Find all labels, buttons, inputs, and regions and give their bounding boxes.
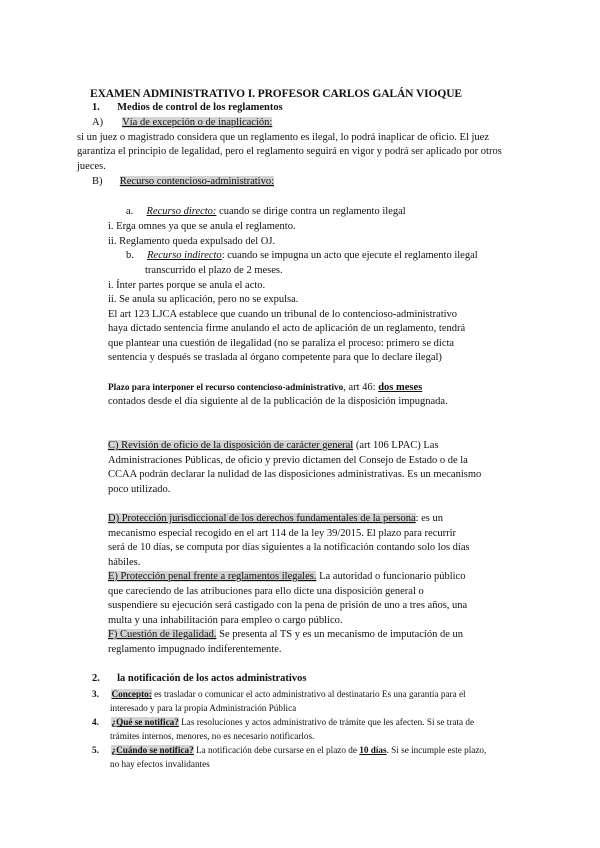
subsection-e-line-3: suspendiere su ejecución será castigado con la pena de prisión de uno a tres años, una — [108, 600, 468, 611]
recurso-directo-text: cuando se dirige contra un reglamento ilegal — [216, 206, 406, 217]
point-4-number: 4. — [92, 717, 99, 727]
point-3-line-2: interesado y para la propia Administración Pública — [110, 703, 297, 713]
subsection-b-letter: B) — [92, 176, 103, 187]
section-1-heading — [92, 101, 283, 115]
subsection-c-line-2: Administraciones Públicas, de oficio y previo dictamen del Consejo de Estado o de la — [108, 455, 468, 466]
recurso-indirecto-text-2: transcurrido el plazo de 2 meses. — [145, 265, 283, 276]
section-1-title: Medios de control de los reglamentos — [117, 102, 283, 113]
plazo-line-2: contados desde el día siguiente al de la publicación de la disposición impugnada. — [108, 396, 448, 407]
point-5-line-1 — [92, 743, 486, 757]
art-123-line-4: sentencia y después se traslada al órgano competente para que lo declare ilegal) — [108, 352, 442, 363]
recurso-indirecto-label: Recurso indirecto — [147, 250, 222, 261]
item-a-marker: a. — [126, 206, 134, 217]
point-3-text: es trasladar o comunicar el acto administrativo al destinatario Es una garantía para el — [151, 689, 466, 699]
subsection-e-label: E) Protección penal frente a reglamentos ilegales. — [108, 571, 317, 582]
point-5-text-end: . Si se incumple este plazo, — [386, 745, 487, 755]
subsection-b-heading — [92, 175, 274, 189]
plazo-term: dos meses — [378, 382, 423, 393]
plazo-article: , art 46: — [343, 382, 379, 393]
art-123-line-3: que plantear una cuestión de ilegalidad (no se paraliza el proceso: primero se dicta — [108, 338, 455, 349]
subsection-c-label: C) Revisión de oficio de la disposición de carácter general — [108, 440, 354, 451]
recurso-directo-item — [126, 205, 406, 219]
section-2-heading — [92, 672, 306, 686]
recurso-indirecto-i: i. Ínter partes porque se anula el acto. — [108, 280, 266, 291]
subsection-b-label: Recurso contencioso-administrativo: — [119, 176, 275, 187]
point-4-text: Las resoluciones y actos administrativo de trámite que les afecten. Si se trata de — [178, 717, 475, 727]
subsection-c-line-3: CCAA podrán declarar la nulidad de las disposiciones administrativas. Es un mecanismo — [108, 469, 482, 480]
subsection-e-line-4: multa y una inhabilitación para empleo o cargo público. — [108, 615, 343, 626]
subsection-d-line-3: será de 10 días, se computa por días siguientes a la notificación contando solo los días — [108, 542, 470, 553]
subsection-f-line-1 — [108, 628, 463, 642]
point-5-number: 5. — [92, 745, 99, 755]
point-4-label: ¿Qué se notifica? — [111, 717, 179, 727]
recurso-directo-i: i. Erga omnes ya que se anula el reglamento. — [108, 221, 296, 232]
subsection-d-line-4: hábiles. — [108, 557, 141, 568]
point-4-line-2: trámites internos, menores, no es necesario notificarlos. — [110, 731, 315, 741]
subsection-d-line-2: mecanismo especial recogido en el art 114 de la ley 39/2015. El plazo para recurrir — [108, 528, 457, 539]
subsection-f-text: Se presenta al TS y es un mecanismo de imputación de un — [216, 629, 463, 640]
point-5-term: 10 días — [359, 745, 387, 755]
section-1-number: 1. — [92, 102, 100, 113]
subsection-f-label: F) Cuestión de ilegalidad. — [108, 629, 217, 640]
subsection-a-label: Vía de excepción o de inaplicación: — [122, 117, 273, 128]
point-3-line-1 — [92, 687, 466, 701]
recurso-indirecto-ii: ii. Se anula su aplicación, pero no se expulsa. — [108, 294, 299, 305]
subsection-e-line-2: que careciendo de las atribuciones para ello dicte una disposición general o — [108, 586, 424, 597]
subsection-e-line-1 — [108, 570, 465, 584]
subsection-f-line-2: reglamento impugnado indiferentemente. — [108, 644, 282, 655]
subsection-d-label: D) Protección jurisdiccional de los derechos fundamentales de la persona — [108, 513, 416, 524]
section-2-title: la notificación de los actos administrativos — [117, 673, 307, 684]
point-5-text: La notificación debe cursarse en el plazo de — [193, 745, 360, 755]
point-5-line-2: no hay efectos invalidantes — [110, 759, 210, 769]
subsection-e-text: La autoridad o funcionario público — [316, 571, 466, 582]
document-title: EXAMEN ADMINISTRATIVO I. PROFESOR CARLOS GALÁN VIOQUE — [90, 88, 462, 100]
subsection-a-line-1: si un juez o magistrado considera que un reglamento es ilegal, lo podrá inaplicar de oficio. El juez — [77, 132, 489, 143]
point-3-label: Concepto: — [111, 689, 152, 699]
point-4-line-1 — [92, 715, 474, 729]
recurso-directo-label: Recurso directo: — [146, 206, 217, 217]
point-5-label: ¿Cuándo se notifica? — [111, 745, 194, 755]
subsection-a-line-2: garantiza el principio de legalidad, pero el reglamento seguirá en vigor y podrá ser aplicado por otros — [77, 146, 502, 157]
subsection-a-heading — [92, 116, 272, 130]
plazo-label: Plazo para interponer el recurso contencioso-administrativo — [108, 382, 344, 392]
subsection-c-text: (art 106 LPAC) Las — [353, 440, 439, 451]
section-2-number: 2. — [92, 673, 100, 684]
subsection-d-text: : es un — [415, 513, 444, 524]
art-123-line-2: haya dictado sentencia firme anulando el acto de aplicación de un reglamento, tendrá — [108, 323, 466, 334]
plazo-line-1 — [108, 380, 422, 395]
recurso-indirecto-item — [126, 249, 478, 263]
subsection-c-line-1 — [108, 439, 439, 453]
recurso-directo-ii: ii. Reglamento queda expulsado del OJ. — [108, 236, 276, 247]
art-123-line-1: El art 123 LJCA establece que cuando un tribunal de lo contencioso-administrativo — [108, 309, 458, 320]
subsection-d-line-1 — [108, 512, 443, 526]
point-3-number: 3. — [92, 689, 99, 699]
item-b-marker: b. — [126, 250, 134, 261]
subsection-c-line-4: poco utilizado. — [108, 484, 171, 495]
subsection-a-line-3: jueces. — [77, 161, 106, 172]
recurso-indirecto-text: : cuando se impugna un acto que ejecute el reglamento ilegal — [221, 250, 478, 261]
subsection-a-letter: A) — [92, 117, 104, 128]
